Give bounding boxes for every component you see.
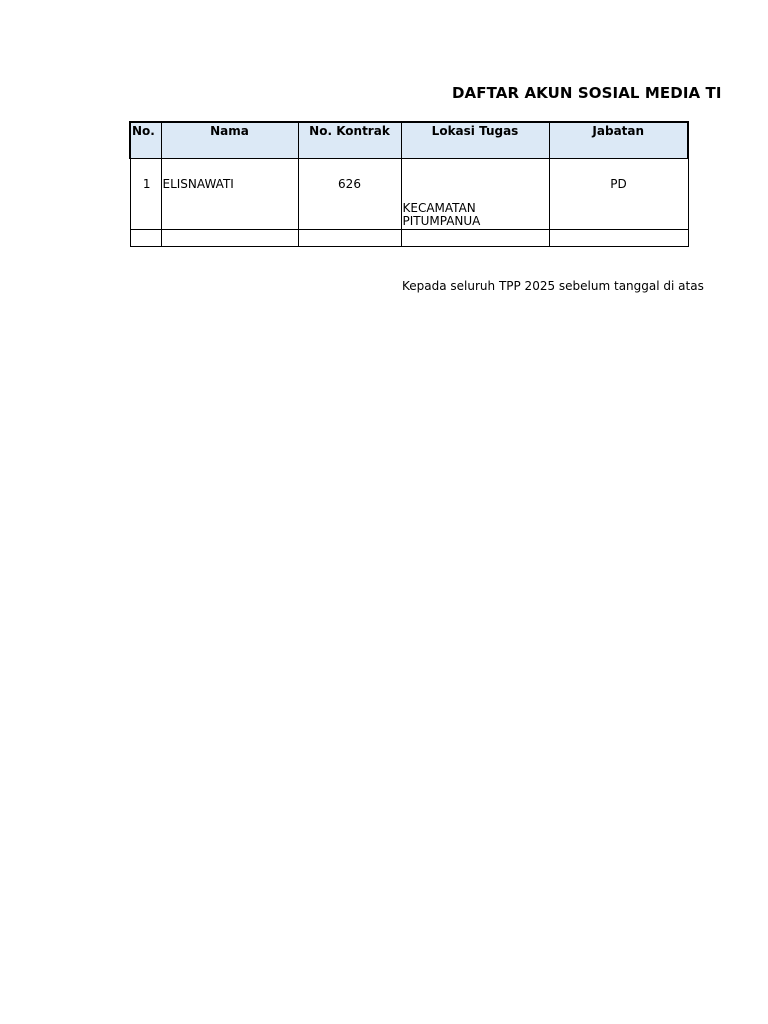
lokasi-line-1: KECAMATAN [402,201,476,215]
header-nama[interactable]: Nama [161,122,298,159]
header-jabatan[interactable]: Jabatan [549,122,688,159]
header-no[interactable]: No. [130,122,161,159]
empty-cell[interactable] [549,230,688,247]
table-row-empty [130,230,688,247]
document-title: DAFTAR AKUN SOSIAL MEDIA TI [452,84,722,102]
table-row [130,159,688,230]
empty-cell[interactable] [401,230,549,247]
header-lokasi-tugas[interactable]: Lokasi Tugas [401,122,549,159]
cell-no-kontrak[interactable]: 626 [298,159,401,230]
header-no-kontrak[interactable]: No. Kontrak [298,122,401,159]
cell-jabatan[interactable]: PD [549,159,688,230]
empty-cell[interactable] [161,230,298,247]
empty-cell[interactable] [130,230,161,247]
table-header-row [130,122,688,159]
cell-nama[interactable]: ELISNAWATI [161,159,298,230]
footnote-text: Kepada seluruh TPP 2025 sebelum tanggal di atas [402,279,704,293]
cell-lokasi-tugas[interactable] [401,159,549,230]
lokasi-line-2: PITUMPANUA [402,214,481,228]
cell-no[interactable]: 1 [130,159,161,230]
empty-cell[interactable] [298,230,401,247]
account-table [129,121,689,247]
